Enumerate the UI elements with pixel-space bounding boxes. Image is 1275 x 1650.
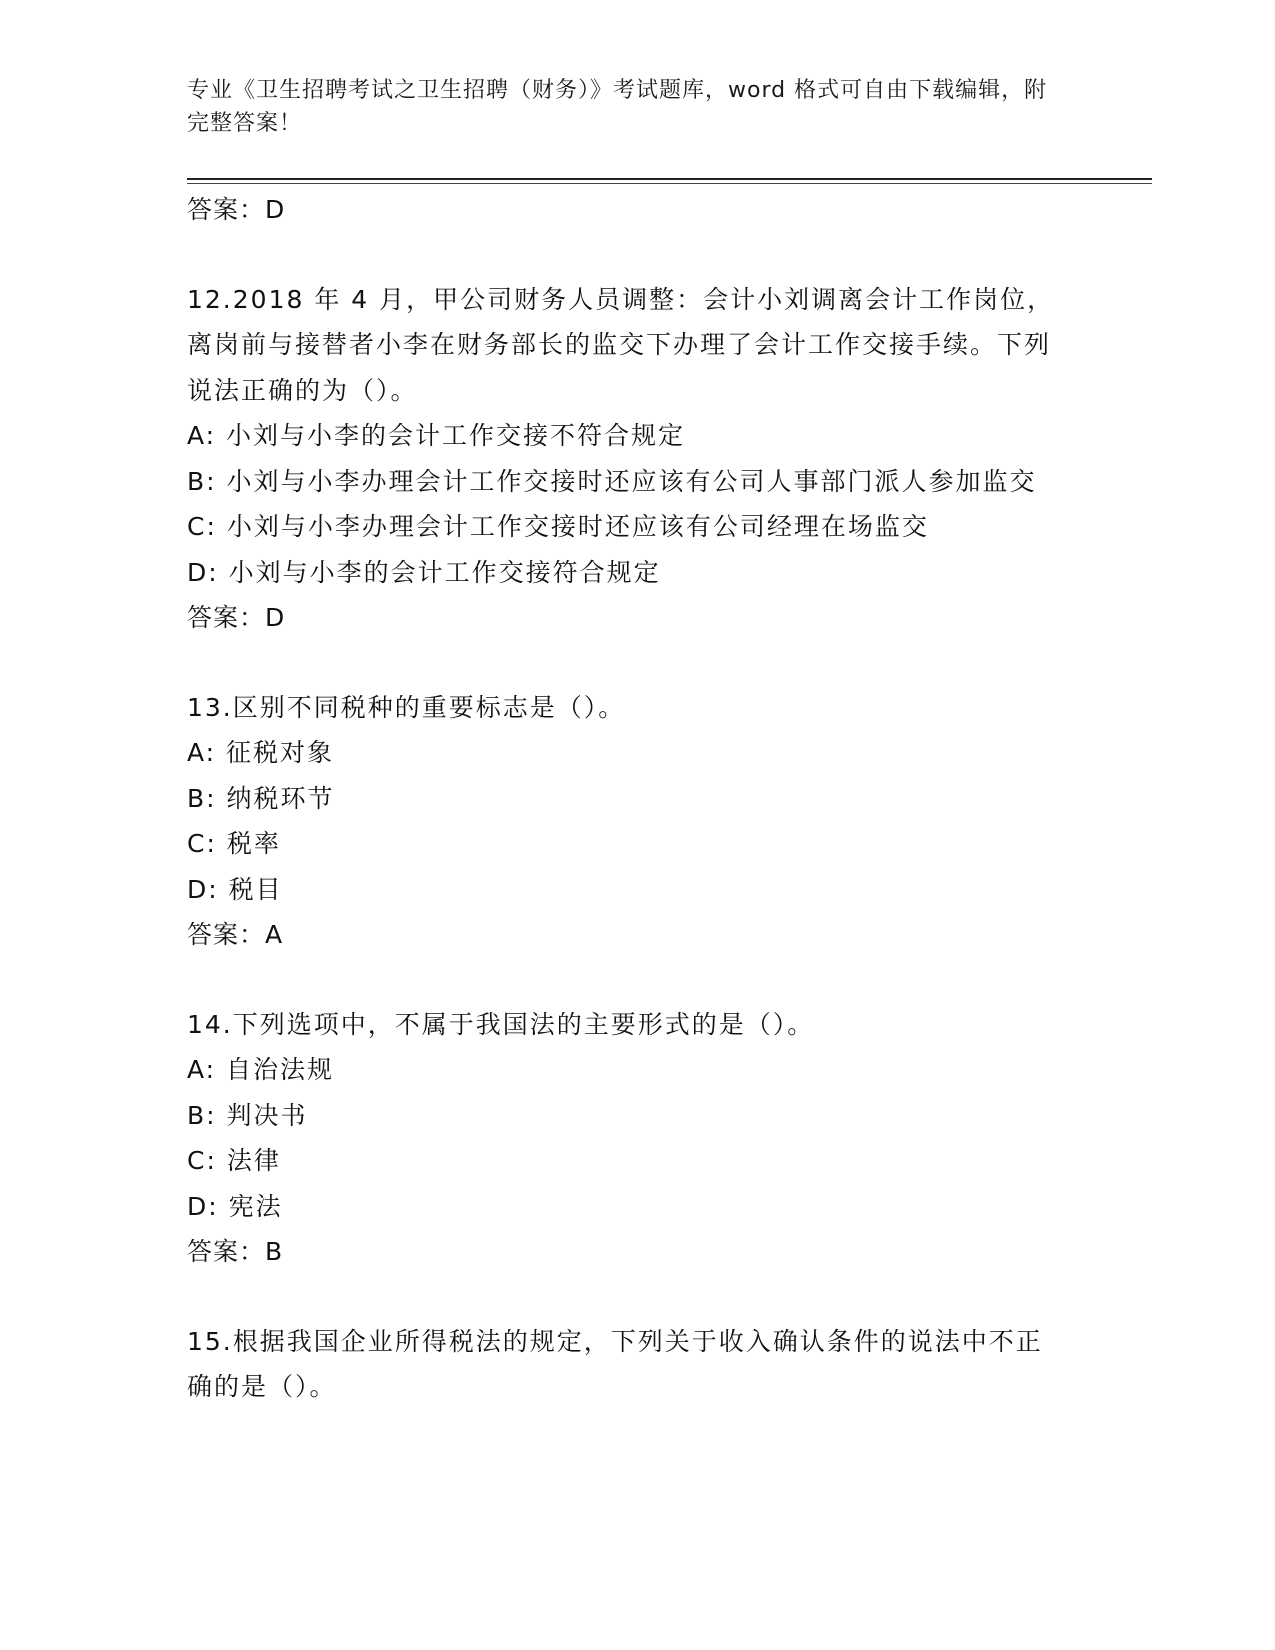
- option-b: B: 判决书: [187, 1100, 308, 1130]
- answer-label: 答案：D: [187, 603, 286, 632]
- option-b: B: 小刘与小李办理会计工作交接时还应该有公司人事部门派人参加监交: [187, 466, 1037, 496]
- option-d: D: 税目: [187, 874, 283, 904]
- question-stem: 12.2018 年 4 月，甲公司财务人员调整：会计小刘调离会计工作岗位，离岗前与接替者小李在财务部长的监交下办理了会计工作交接手续。下列说法正确的为（）。: [187, 284, 1055, 405]
- question-item: [187, 685, 1087, 958]
- question-stem: 14.下列选项中，不属于我国法的主要形式的是（）。: [187, 1009, 815, 1039]
- question-item: [187, 277, 1087, 641]
- question-item: [187, 1319, 1087, 1410]
- answer-label: 答案：A: [187, 920, 284, 949]
- option-d: D: 宪法: [187, 1191, 283, 1221]
- question-stem: 13.区别不同税种的重要标志是（）。: [187, 692, 626, 722]
- option-a: A: 征税对象: [187, 738, 335, 767]
- option-b: B: 纳税环节: [187, 783, 335, 813]
- header-rule: [187, 178, 1152, 180]
- header-rule-secondary: [187, 183, 1152, 184]
- option-d: D: 小刘与小李的会计工作交接符合规定: [187, 557, 661, 587]
- answer-label: 答案：D: [187, 195, 286, 224]
- question-item: [187, 1002, 1087, 1275]
- option-c: C: 税率: [187, 829, 281, 858]
- question-stem: 15.根据我国企业所得税法的规定，下列关于收入确认条件的说法中不正确的是（）。: [187, 1326, 1043, 1401]
- option-c: C: 法律: [187, 1146, 281, 1175]
- option-c: C: 小刘与小李办理会计工作交接时还应该有公司经理在场监交: [187, 512, 929, 541]
- answer-label: 答案：B: [187, 1237, 284, 1266]
- option-a: A: 小刘与小李的会计工作交接不符合规定: [187, 421, 686, 450]
- option-a: A: 自治法规: [187, 1055, 335, 1084]
- document-header: 专业《卫生招聘考试之卫生招聘（财务）》考试题库，word 格式可自由下载编辑，附完整答案！: [187, 78, 1048, 136]
- question-list: [187, 187, 1087, 1410]
